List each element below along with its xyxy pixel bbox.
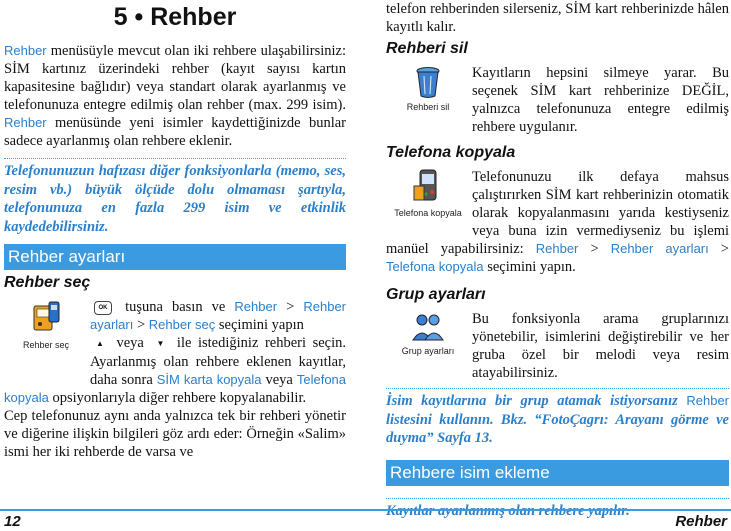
select-paragraph: OK tuşuna basın ve Rehber > Rehber ayarları > Rehber seç seçimini yapın ▲ veya ▼ ile istediğiniz rehberi seçin. Ayarlanmış olan rehbere eklenen kayıtlar, daha sonra SİM karta kopyala veya Telefona kopyala opsiyonlarıyla diğer rehbere kopyalanabilir. [4,299,347,406]
note-rule [4,158,346,159]
left-column [4,0,346,461]
phonebook-select-icon [28,298,64,338]
trash-can-icon [413,64,443,100]
icon-caption: Rehberi sil [406,102,450,112]
note-rule [386,388,729,389]
phonebook-select-illustration [4,298,88,374]
delete-paragraph: Kayıtların hepsini silmeye yarar. Bu seçenek SİM kart rehberinize DEĞİL, yalnızca telefonunuza entegre edilmiş rehbere uygulanır. [472,65,729,135]
copy-paragraph: Telefonunuzu ilk defaya mahsus çalıştırırken SİM kart rehberinizin otomatik olarak kopyalanmasını yarıda kestiyseniz veya buna izin vermediyseniz bu işlemi manüel yapabilirsiniz: Rehber > Rehber ayarları > Telefona kopyala seçimini yapın. [386,169,729,275]
delete-illustration [386,64,470,128]
chapter-title: 5 • Rehber [113,3,237,31]
sub-heading-grup-ayarlari: Grup ayarları [386,286,486,303]
sub-heading-rehberi-sil: Rehberi sil [386,40,468,57]
icon-caption: Grup ayarları [401,346,455,356]
bottom-note: Kayıtlar ayarlanmış olan rehbere yapılır. [386,502,630,519]
sub-heading-rehber-sec: Rehber seç [4,274,91,291]
section-bar-rehbere-isim-ekleme: Rehbere isim ekleme [386,460,729,486]
sub-heading-telefona-kopyala: Telefona kopyala [386,144,516,161]
icon-caption: Rehber seç [22,340,70,350]
group-paragraph: Bu fonksiyonla arama gruplarınızı yönetebilir, isimlerini değiştirebilir ve her gruba özel bir melodi veya resim atayabilirsiniz. [472,311,729,381]
group-note: İsim kayıtlarına bir grup atamak istiyorsanız Rehber listesini kullanın. Bkz. “FotoÇagrı: Arayanı görme ve duyma” Sayfa 13. [386,393,729,446]
note-rule [386,498,729,499]
group-settings-illustration [386,310,470,372]
right-column [386,0,729,520]
continued-paragraph: telefon rehberinden silerseniz, SİM kart rehberinizde hâlen kayıtlı kalır. [386,1,729,35]
menu-ref: Rehber [4,43,47,58]
up-arrow-icon: ▲ [96,338,104,348]
page-number: 12 [4,513,21,530]
memory-note: Telefonunuzun hafızası diğer fonksiyonlarla (memo, ses, resim vb.) büyük ölçüde dolu olmaması şartıyla, telefonunuza en fazla 299 isim ve etkinlik kaydedebilirsiniz. [4,163,346,235]
down-arrow-icon: ▼ [156,338,165,348]
copy-to-phone-illustration [386,168,470,238]
footer-title: Rehber [675,513,727,530]
section-bar-rehber-ayarlari: Rehber ayarları [4,244,346,270]
icon-caption: Telefona kopyala [394,208,462,218]
menu-ref: Rehber [4,115,47,130]
single-phonebook-paragraph: Cep telefonunuz aynı anda yalnızca tek bir rehberi yönetir ve diğerine ilişkin bilgileri göz ardı eder: Örneğin «Salim» ismi her iki rehberde de varsa ve [4,407,346,460]
intro-paragraph: Rehber menüsüyle mevcut olan iki rehbere ulaşabilirsiniz: SİM kartınız üzerindeki rehber (kayıt sayısı kartın kapasitesine bağlıdır) veya standart olarak ayarlanmış ve telefonunuza entegre edilmiş olan rehber (max. 299 isim). Rehber menüsünde yeni isimler kaydettiğinizde bunlar sadece ayarlanmış olan rehbere eklenir. [4,43,346,149]
copy-to-phone-icon [412,168,444,206]
group-people-icon [411,310,445,344]
footer-rule [0,509,731,511]
ok-key-icon: OK [94,301,112,315]
